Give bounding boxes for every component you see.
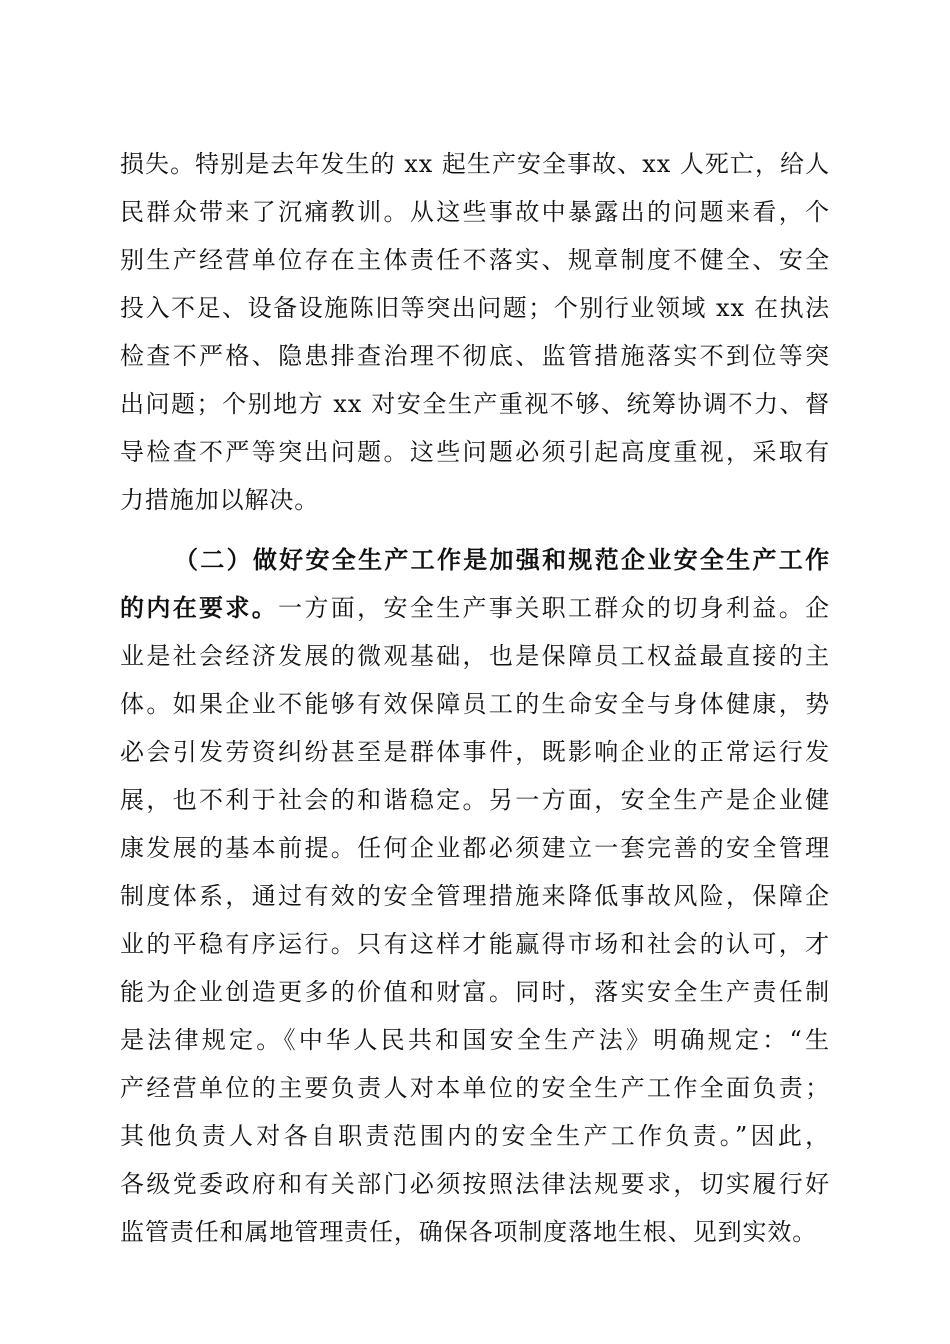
paragraph-spacer	[120, 524, 830, 536]
paragraph-2-line: 其他负责人对各自职责范围内的安全生产工作负责。”因此，	[120, 1122, 830, 1150]
paragraph-2-line: 业是社会经济发展的微观基础，也是保障员工权益最直接的主	[120, 642, 830, 670]
section-heading: （二）做好安全生产工作是加强和规范企业安全生产工作	[174, 545, 830, 574]
paragraph-2-line: 康发展的基本前提。任何企业都必须建立一套完善的安全管理	[120, 834, 830, 862]
paragraph-2	[120, 536, 830, 1256]
paragraph-2-line: 必会引发劳资纠纷甚至是群体事件，既影响企业的正常运行发	[120, 738, 830, 766]
paragraph-2-line: 能为企业创造更多的价值和财富。同时，落实安全生产责任制	[120, 978, 830, 1006]
section-heading-continuation: 的内在要求。	[120, 593, 279, 622]
paragraph-2-line: 产经营单位的主要负责人对本单位的安全生产工作全面负责；	[120, 1074, 830, 1102]
paragraph-1-line: 导检查不严等突出问题。这些问题必须引起高度重视，采取有	[120, 438, 830, 466]
paragraph-1-line: 检查不严格、隐患排查治理不彻底、监管措施落实不到位等突	[120, 342, 830, 370]
paragraph-1	[120, 140, 830, 524]
paragraph-2-line-text: 一方面，安全生产事关职工群众的切身利益。企	[278, 594, 830, 622]
paragraph-2-line: 体。如果企业不能够有效保障员工的生命安全与身体健康，势	[120, 690, 830, 718]
paragraph-2-line	[120, 584, 830, 632]
paragraph-1-line: 民群众带来了沉痛教训。从这些事故中暴露出的问题来看，个	[120, 198, 830, 226]
paragraph-2-line: 监管责任和属地管理责任，确保各项制度落地生根、见到实效。	[120, 1218, 818, 1246]
paragraph-1-line: 出问题；个别地方 xx 对安全生产重视不够、统筹协调不力、督	[120, 390, 830, 418]
paragraph-2-line: 是法律规定。《中华人民共和国安全生产法》明确规定：“生	[120, 1026, 830, 1054]
paragraph-1-line: 力措施加以解决。	[120, 486, 320, 514]
paragraph-2-line: 展，也不利于社会的和谐稳定。另一方面，安全生产是企业健	[120, 786, 830, 814]
paragraph-2-line: 业的平稳有序运行。只有这样才能赢得市场和社会的认可，才	[120, 930, 830, 958]
paragraph-2-line: 各级党委政府和有关部门必须按照法律法规要求，切实履行好	[120, 1170, 830, 1198]
document-body	[120, 140, 830, 1256]
paragraph-1-line: 投入不足、设备设施陈旧等突出问题；个别行业领域 xx 在执法	[120, 294, 830, 322]
paragraph-1-line: 别生产经营单位存在主体责任不落实、规章制度不健全、安全	[120, 246, 830, 274]
paragraph-1-line: 损失。特别是去年发生的 xx 起生产安全事故、xx 人死亡，给人	[120, 150, 830, 178]
paragraph-2-line: 制度体系，通过有效的安全管理措施来降低事故风险，保障企	[120, 882, 830, 910]
